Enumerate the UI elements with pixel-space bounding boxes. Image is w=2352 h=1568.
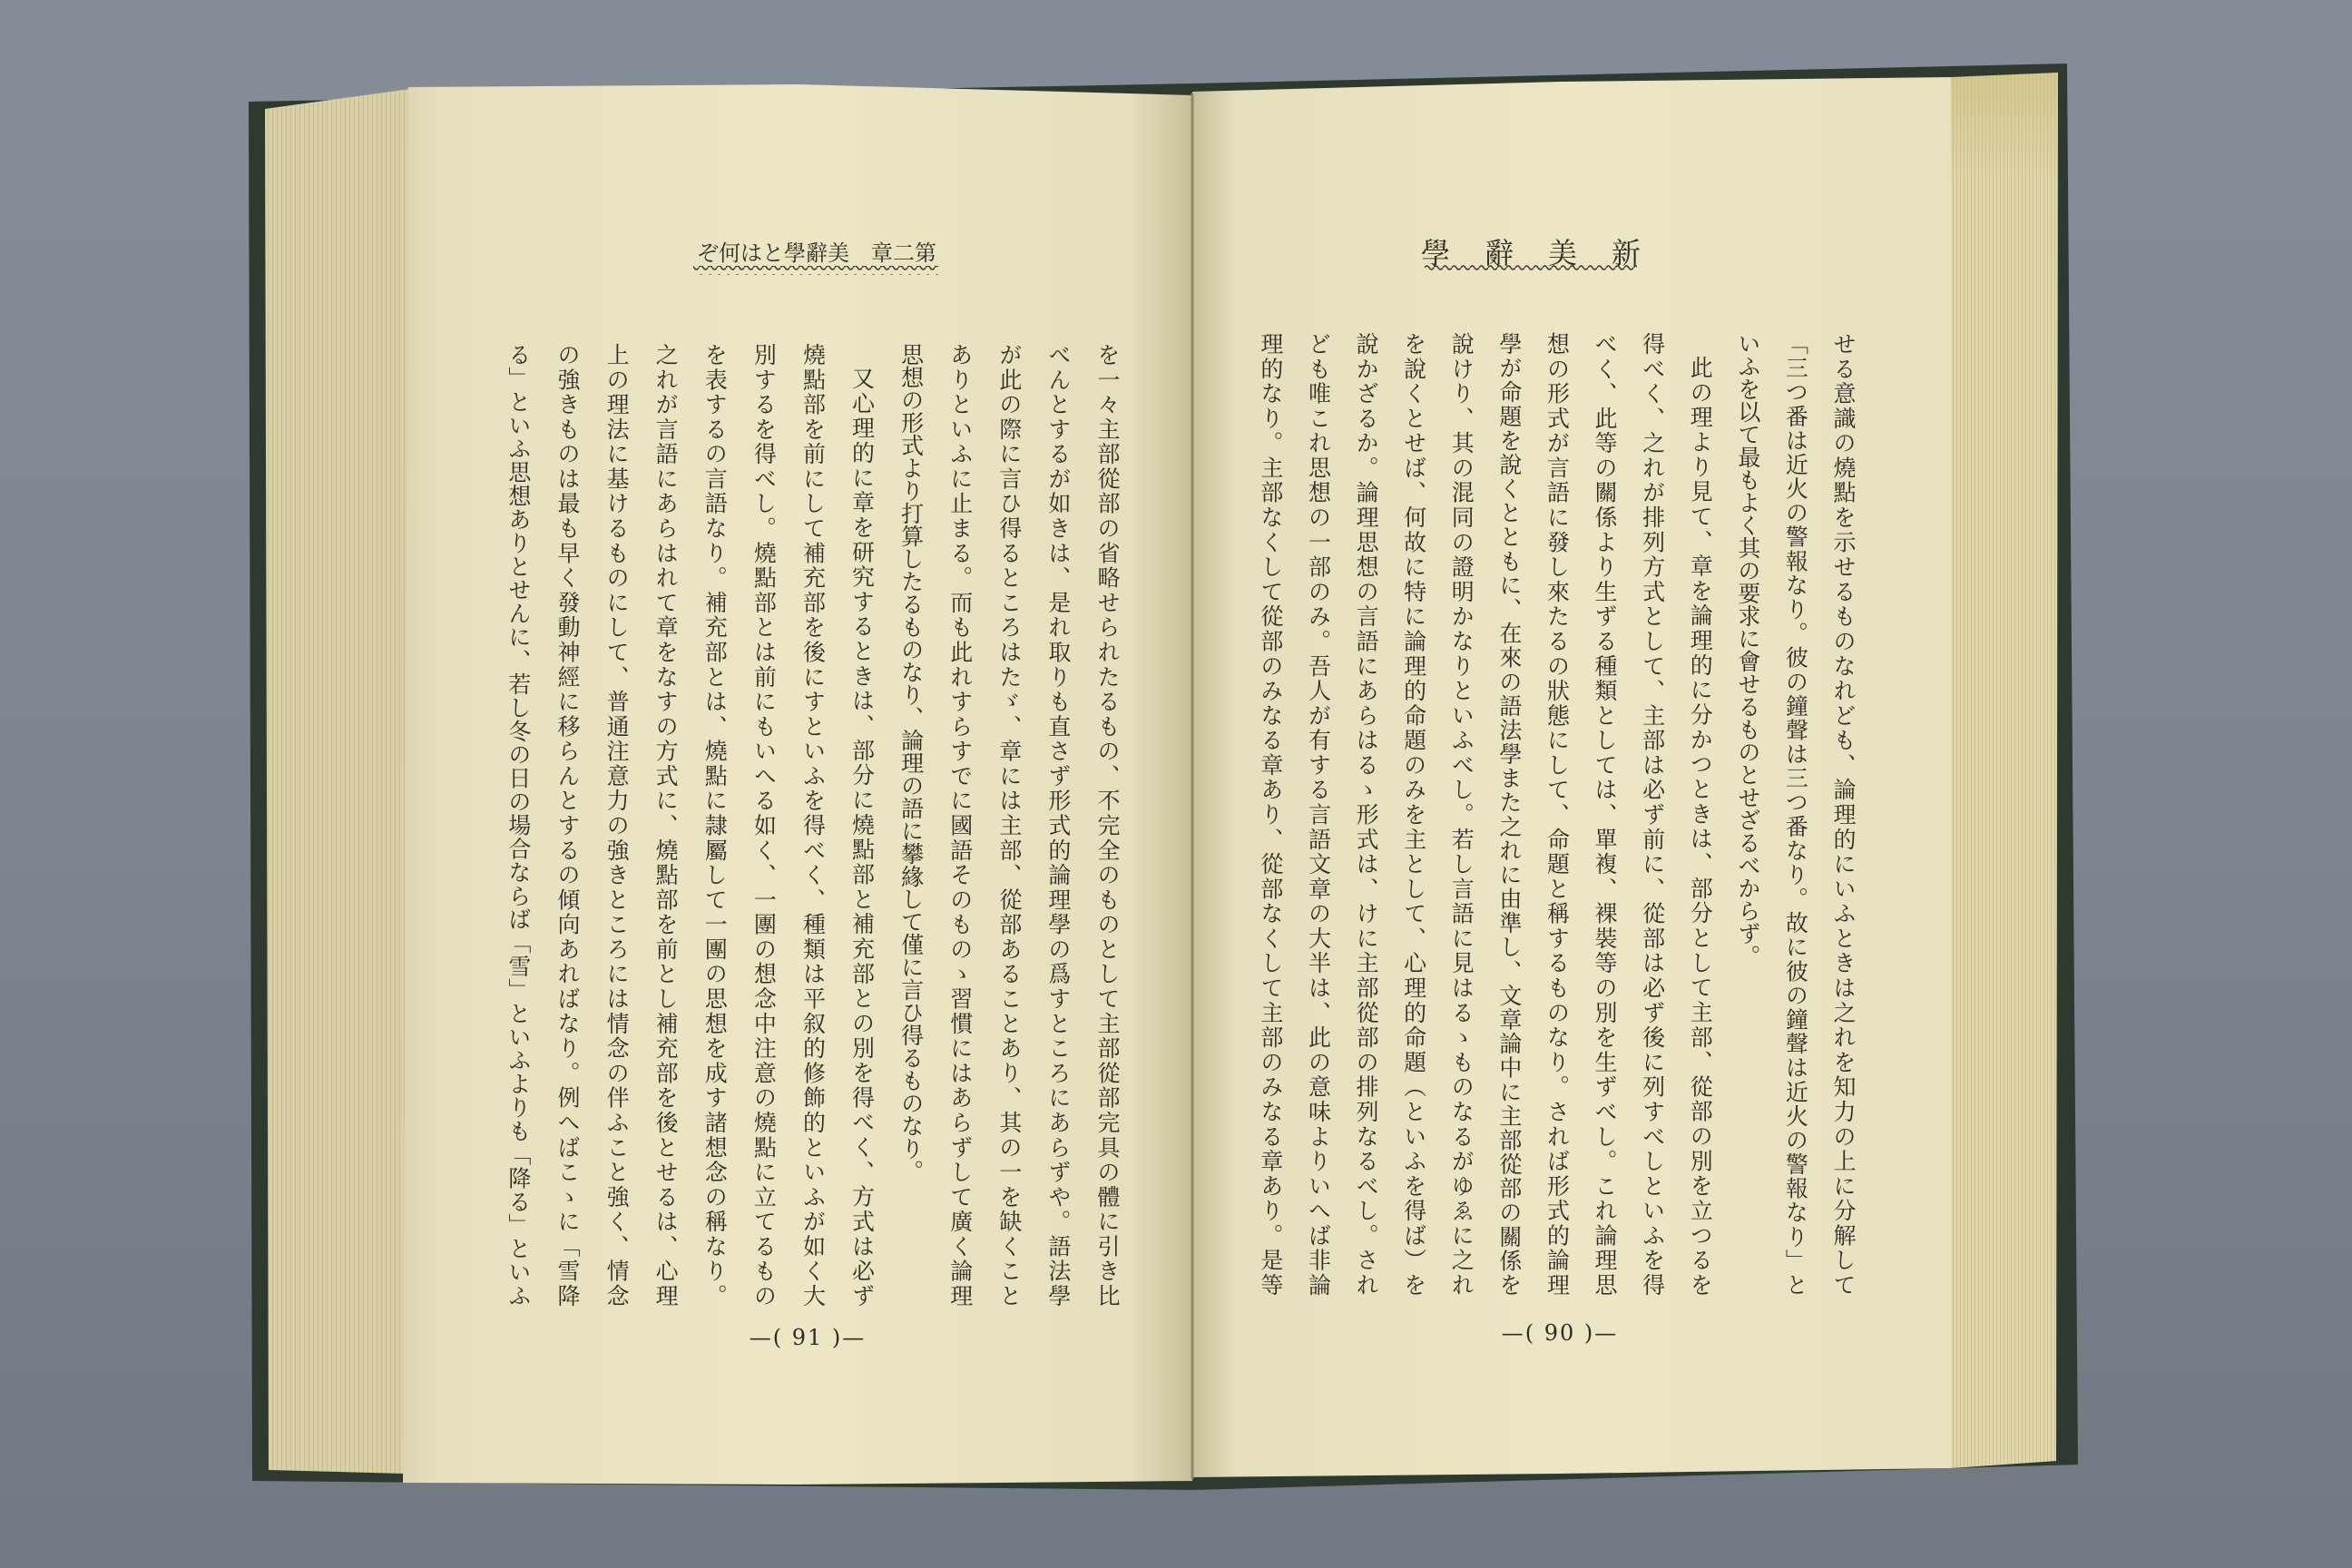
text-column: を說くとせば、何故に特に論理的命題のみを主として、心理的命題（といふを得ば）を [1400,332,1427,1296]
text-column: いふを以て最もよく其の要求に會せるものとせざるべからず。 [1734,332,1761,967]
text-column: 學が命題を說くとともに、在來の語法學また之れに由準し、文章論中に主部從部の關係を [1495,332,1523,1296]
text-column: 理的なり。主部なくして從部のみなる章あり、從部なくして主部のみなる章あり。是等 [1257,332,1284,1296]
text-column: る」といふ思想ありとせんに、若し冬の日の場合ならば「雪」といふよりも「降る」といふ [505,343,532,1307]
left-page-body [494,343,1132,1307]
text-column: 「三つ番は近火の警報なり。彼の鐘聲は三つ番なり。故に彼の鐘聲は近火の警報なり」と [1782,332,1809,1296]
text-column: べんとするが如きは、是れ取りも直さず形式的論理學の爲すところにあらずや。語法學 [1044,343,1072,1307]
text-column: を一々主部從部の省略せられたるもの、不完全のものとして主部從部完具の體に引き比 [1094,343,1121,1307]
text-column: 想の形式が言語に發し來たるの狀態にして、命題と稱するものなり。されば形式的論理 [1544,332,1571,1296]
right-page-body [1246,332,1867,1296]
right-page-edges-tint [1951,73,2058,1468]
text-column: せる意識の燒點を示せるものなれども、論理的にいふときは之れを知力の上に分解して [1830,332,1857,1296]
running-header-left: 第二章 美辭學とは何ぞ [697,240,936,266]
text-column: 說かざるか。論理思想の言語にあらはるゝ形式は、けに主部從部の排列なるべし。され [1353,332,1380,1296]
page-number-left: —( 91 )— [749,1325,867,1350]
text-column: 燒點部を前にして補充部を後にすといふを得べく、種類は平叙的修飾的といふが如く大 [799,343,827,1308]
text-column: が此の際に言ひ得るところはたゞ、章には主部、從部あることあり、其の一を缺くこと [995,343,1023,1307]
text-column: 別するを得べし。燒點部とは前にもいへる如く、一團の想念中注意の燒點に立てるもの [750,343,778,1307]
text-column: 說けり、其の混同の證明かなりといふべし。若し言語に見はるゝものなるがゆゑに之れ [1448,332,1475,1296]
text-column: 之れが言語にあらはれて章をなすの方式に、燒點部を前とし補充部を後とせるは、心理 [652,343,680,1307]
text-column: ども唯これ思想の一部のみ。吾人が有する言語文章の大半は、此の意味よりいへば非論 [1305,332,1332,1296]
page-number-right: —( 90 )— [1501,1320,1619,1346]
text-column: 上の理法に基けるものにして、普通注意力の強きところには情念の伴ふこと強く、情念 [603,343,631,1307]
text-column: の強きものは最も早く發動神經に移らんとするの傾向あればなり。例へばこゝに「雪降 [554,343,581,1307]
left-page-edges [265,89,410,1474]
text-column: 得べく、之れが排列方式として、主部は必ず前に、從部は必ず後に列すべしといふを得 [1639,332,1666,1296]
text-column: ありといふに止まる。而も此れすらすでに國語そのものゝ習慣にはあらずして廣く論理 [946,343,974,1307]
text-column: 此の理より見て、章を論理的に分かつときは、部分として主部、從部の別を立つるを [1687,356,1714,1297]
text-column: 思想の形式より打算したるものなり、論理の語に攀緣して僅に言ひ得るものなり。 [897,343,925,1182]
header-wavy-rule-left [693,266,938,275]
running-header-right: 新美辭學 [1420,236,1675,270]
text-column: べく、此等の關係より生ずる種類としては、單複、裸裝等の別を生ずべし。これ論理思 [1592,332,1619,1296]
text-column: を表するの言語なり。補充部とは、燒點に隷屬して一團の思想を成す諸想念の稱なり。 [701,343,729,1307]
text-column: 又心理的に章を研究するときは、部分に燒點部と補充部との別を得べく、方式は必ず [848,367,876,1307]
